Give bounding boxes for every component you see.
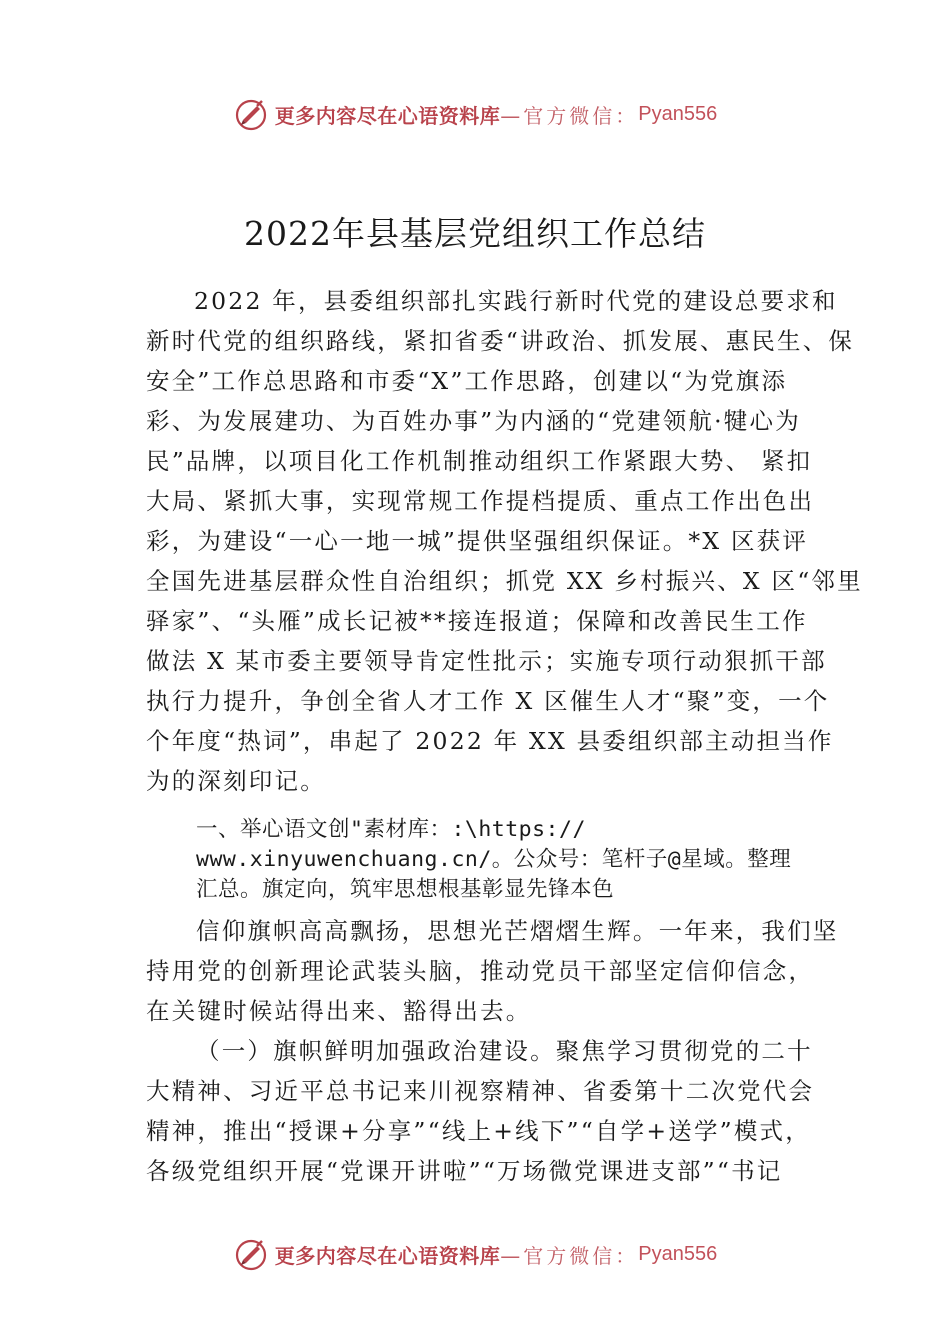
- text-line: 驿家”、“头雁”成长记被**接连报道；保障和改善民生工作: [146, 607, 808, 635]
- text-line: 大局、紧抓大事，实现常规工作提档提质、重点工作出色出: [146, 487, 815, 515]
- watermark-banner-bottom: [0, 1234, 950, 1274]
- watermark-brand-text: 更多内容尽在心语资料库: [274, 1243, 501, 1268]
- text-line: 在关键时候站得出来、豁得出去。: [146, 997, 532, 1025]
- text-line: 精神，推出“授课+分享”“线上+线下”“自学+送学”模式，: [146, 1117, 811, 1145]
- paragraph-intro: [146, 281, 863, 801]
- text-line: 彩、为发展建功、为百姓办事”为内涵的“党建领航·犍心为: [146, 407, 801, 435]
- section-heading-one: [196, 815, 826, 905]
- watermark-wechat-id: Pyan556: [638, 102, 718, 125]
- text-line: www.xinyuwenchuang.cn/。公众号：笔杆子@星域。整理: [196, 847, 792, 872]
- text-line: 个年度“热词”，串起了 2022 年 XX 县委组织部主动担当作: [146, 727, 834, 755]
- text-line: 各级党组织开展“党课开讲啦”“万场微党课进支部”“书记: [146, 1157, 783, 1185]
- text-line: 新时代党的组织路线，紧扣省委“讲政治、抓发展、惠民生、保: [146, 327, 855, 355]
- pen-logo-icon: [233, 96, 269, 132]
- text-line: 信仰旗帜高高飘扬，思想光芒熠熠生辉。一年来，我们坚: [196, 917, 839, 945]
- paragraph-faith: [146, 911, 839, 1031]
- text-line: 执行力提升，争创全省人才工作 X 区催生人才“聚”变，一个: [146, 687, 830, 715]
- text-line: （一）旗帜鲜明加强政治建设。聚焦学习贯彻党的二十: [196, 1037, 813, 1065]
- text-line: 安全”工作总思路和市委“X”工作思路，创建以“为党旗添: [146, 367, 788, 395]
- text-line: 为的深刻印记。: [146, 767, 326, 795]
- watermark-wechat-id: Pyan556: [638, 1242, 718, 1265]
- watermark-brand-text: 更多内容尽在心语资料库: [274, 103, 501, 128]
- watermark-banner-top: [0, 94, 950, 134]
- text-line: 全国先进基层群众性自治组织；抓党 XX 乡村振兴、X 区“邻里: [146, 567, 863, 595]
- text-line: 大精神、习近平总书记来川视察精神、省委第十二次党代会: [146, 1077, 815, 1105]
- text-line: 汇总。旗定向，筑牢思想根基彰显先锋本色: [196, 877, 615, 902]
- pen-logo-icon: [233, 1236, 269, 1272]
- text-line: 2022 年，县委组织部扎实践行新时代党的建设总要求和: [194, 287, 838, 315]
- text-line: 一、举心语文创"素材库：:\https://: [196, 817, 586, 842]
- watermark-wechat-label: —官方微信：: [500, 1243, 639, 1268]
- text-line: 持用党的创新理论武装头脑，推动党员干部坚定信仰信念，: [146, 957, 815, 985]
- text-line: 做法 X 某市委主要领导肯定性批示；实施专项行动狠抓干部: [146, 647, 827, 675]
- paragraph-political-building: [146, 1031, 826, 1191]
- document-title: 2022年县基层党组织工作总结: [244, 214, 706, 254]
- watermark-wechat-label: —官方微信：: [500, 103, 639, 128]
- text-line: 民”品牌，以项目化工作机制推动组织工作紧跟大势、 紧扣: [146, 447, 813, 475]
- text-line: 彩，为建设“一心一地一城”提供坚强组织保证。*X 区获评: [146, 527, 809, 555]
